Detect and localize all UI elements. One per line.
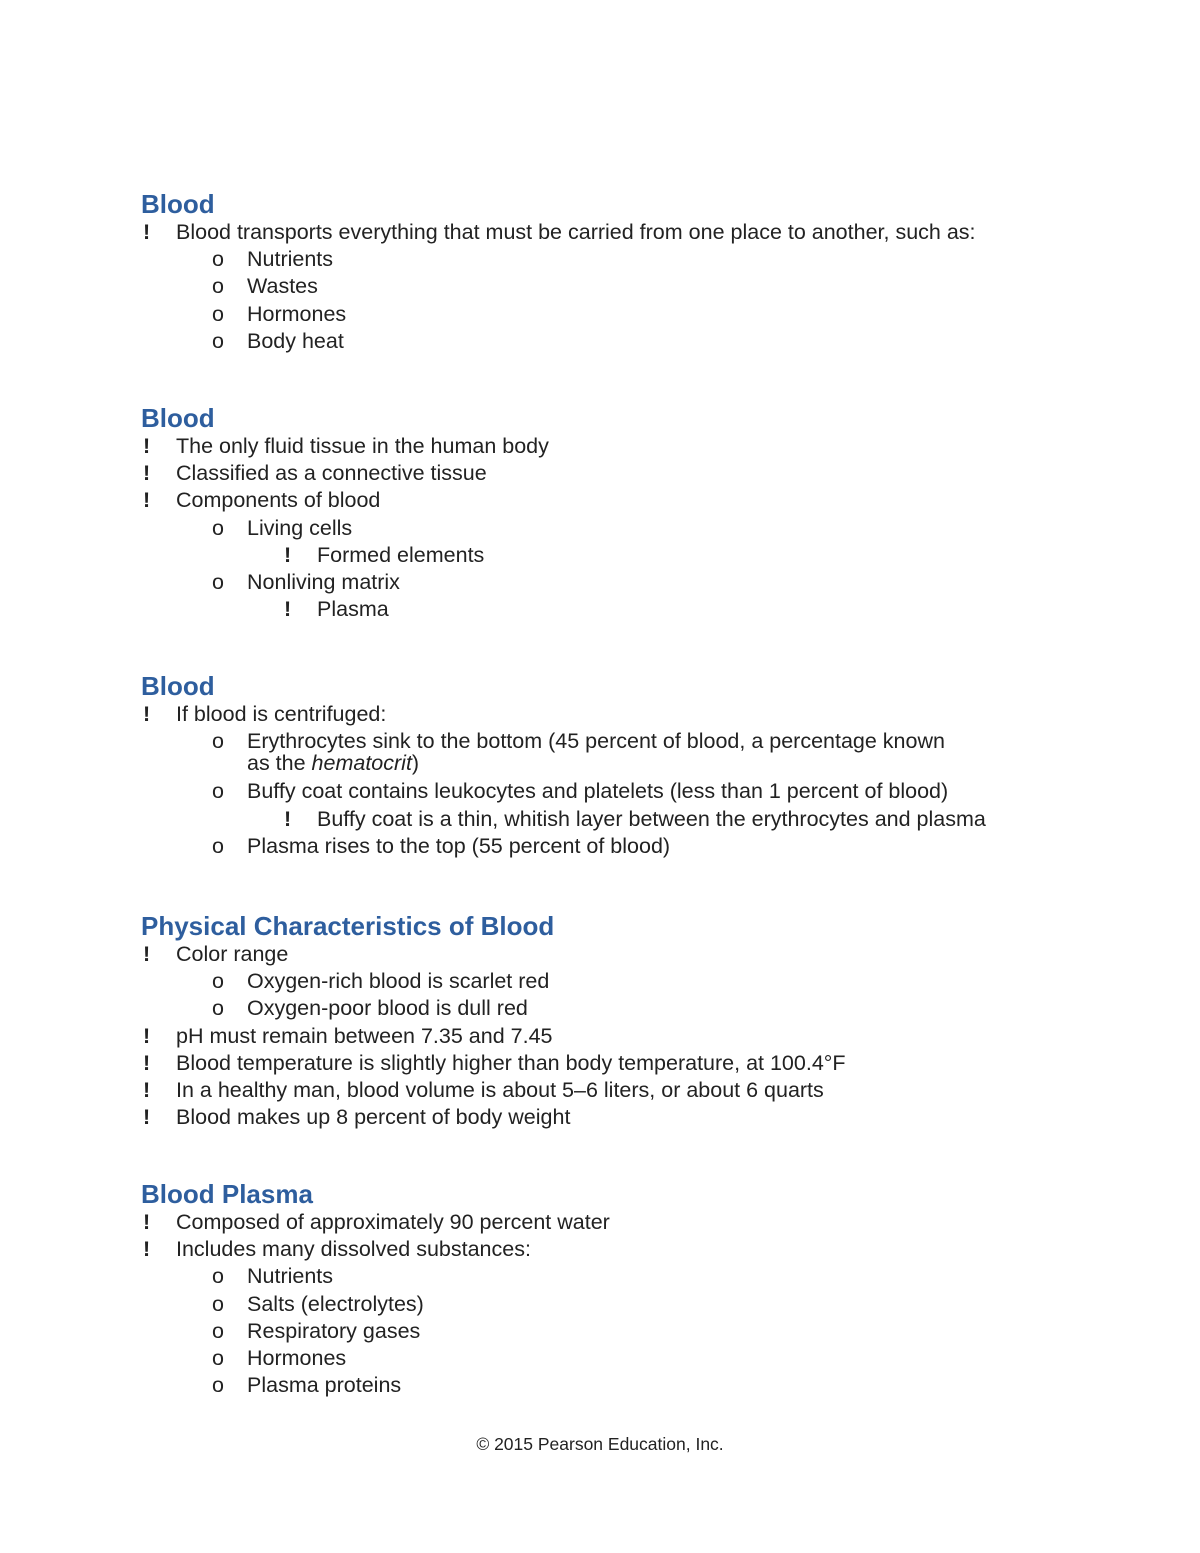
list-item xyxy=(141,1263,1101,1290)
list-item-text: Nutrients xyxy=(247,247,334,272)
list-item xyxy=(141,806,1101,833)
list-item-continuation: as the hematocrit) xyxy=(247,751,420,776)
list-item-text: pH must remain between 7.35 and 7.45 xyxy=(176,1023,553,1048)
list-item xyxy=(141,1318,1101,1345)
list-item-text: Nonliving matrix xyxy=(247,570,400,595)
bullet-marker: o xyxy=(212,969,224,994)
list-item-text: In a healthy man, blood volume is about 5–6 liters, or about 6 quarts xyxy=(176,1078,824,1103)
list-item xyxy=(141,995,1101,1022)
bullet-marker: ! xyxy=(143,488,151,513)
bullet-marker: ! xyxy=(143,434,151,458)
bullet-marker: ! xyxy=(143,1023,151,1048)
bullet-marker: ! xyxy=(284,597,292,622)
bullet-marker: o xyxy=(212,515,224,540)
list-item-text: Blood transports everything that must be carried from one place to another, such as: xyxy=(176,220,976,244)
list-item xyxy=(141,569,1101,596)
list-item-text: Buffy coat is a thin, whitish layer between the erythrocytes and plasma xyxy=(317,806,986,831)
list-item xyxy=(141,273,1101,300)
bullet-marker: o xyxy=(212,729,224,754)
section-heading: Blood xyxy=(141,671,215,701)
list-item xyxy=(141,1209,1101,1236)
list-item-text: Composed of approximately 90 percent water xyxy=(176,1210,610,1234)
copyright-footer: © 2015 Pearson Education, Inc. xyxy=(476,1434,724,1454)
bullet-marker: ! xyxy=(143,942,151,966)
list-item xyxy=(141,1291,1101,1318)
bullet-marker: o xyxy=(212,247,224,272)
list-item-text: The only fluid tissue in the human body xyxy=(176,434,549,458)
list-item-text: Blood makes up 8 percent of body weight xyxy=(176,1105,571,1130)
list-item xyxy=(141,1050,1101,1077)
section-blood-plasma xyxy=(141,1179,1101,1399)
list-item xyxy=(141,1104,1101,1131)
list-item-text: Buffy coat contains leukocytes and platelets (less than 1 percent of blood) xyxy=(247,779,949,804)
list-item-text: Hormones xyxy=(247,301,347,326)
bullet-marker: ! xyxy=(143,1237,151,1262)
bullet-marker: o xyxy=(212,1264,224,1289)
section-heading: Blood xyxy=(141,189,215,219)
bullet-marker: o xyxy=(212,779,224,804)
list-item xyxy=(141,460,1101,487)
list-item xyxy=(141,1077,1101,1104)
list-item-text: Erythrocytes sink to the bottom (45 percent of blood, a percentage known xyxy=(247,729,945,754)
hematocrit-term: hematocrit xyxy=(311,751,412,776)
list-item xyxy=(141,515,1101,542)
bullet-marker: ! xyxy=(143,1105,151,1130)
list-item xyxy=(141,833,1101,860)
bullet-marker: ! xyxy=(143,1078,151,1103)
bullet-marker: o xyxy=(212,1346,224,1371)
bullet-marker: o xyxy=(212,328,224,353)
list-item-text: Plasma rises to the top (55 percent of blood) xyxy=(247,833,671,858)
list-item-text: Color range xyxy=(176,942,289,966)
section-physical-characteristics xyxy=(141,911,1101,1131)
list-item-text: If blood is centrifuged: xyxy=(176,702,387,726)
list-item-text: Plasma xyxy=(317,597,389,622)
list-item xyxy=(141,542,1101,569)
bullet-marker: o xyxy=(212,1318,224,1343)
section-heading: Blood Plasma xyxy=(141,1179,313,1209)
list-item xyxy=(141,1345,1101,1372)
bullet-marker: o xyxy=(212,301,224,326)
list-item xyxy=(141,968,1101,995)
list-item-text: Blood temperature is slightly higher than body temperature, at 100.4°F xyxy=(176,1050,846,1075)
list-item-text: Components of blood xyxy=(176,488,381,513)
section-blood-tissue xyxy=(141,403,1101,623)
list-item xyxy=(141,778,1101,805)
list-item xyxy=(141,487,1101,514)
list-item xyxy=(141,941,1101,968)
list-item-text: Living cells xyxy=(247,515,353,540)
list-item xyxy=(141,433,1101,460)
list-item-text: Classified as a connective tissue xyxy=(176,461,487,486)
list-item xyxy=(141,246,1101,273)
list-item xyxy=(141,701,1101,728)
bullet-marker: o xyxy=(212,274,224,299)
section-heading: Blood xyxy=(141,403,215,433)
list-item-text: Respiratory gases xyxy=(247,1318,421,1343)
bullet-marker: o xyxy=(212,570,224,595)
section-blood-centrifuge xyxy=(141,671,1101,860)
bullet-marker: o xyxy=(212,1373,224,1398)
bullet-marker: ! xyxy=(143,461,151,486)
list-item xyxy=(141,596,1101,623)
bullet-marker: ! xyxy=(284,806,292,831)
list-item-text: Includes many dissolved substances: xyxy=(176,1237,531,1262)
section-blood-transport xyxy=(141,189,1101,355)
bullet-marker: ! xyxy=(284,542,292,567)
list-item-text: Wastes xyxy=(247,274,318,299)
list-item xyxy=(141,1236,1101,1263)
bullet-marker: ! xyxy=(143,1210,151,1234)
list-item-text: Oxygen-poor blood is dull red xyxy=(247,996,528,1021)
bullet-marker: ! xyxy=(143,220,151,244)
list-item-text: Oxygen-rich blood is scarlet red xyxy=(247,969,550,994)
list-item xyxy=(141,328,1101,355)
list-item-text: Nutrients xyxy=(247,1264,334,1289)
list-item-text: Formed elements xyxy=(317,542,485,567)
bullet-marker: ! xyxy=(143,702,151,726)
bullet-marker: ! xyxy=(143,1050,151,1075)
list-item xyxy=(141,728,1101,755)
section-heading: Physical Characteristics of Blood xyxy=(141,911,555,941)
list-item xyxy=(141,1372,1101,1399)
list-item xyxy=(141,1023,1101,1050)
list-item xyxy=(141,219,1101,246)
bullet-marker: o xyxy=(212,996,224,1021)
bullet-marker: o xyxy=(212,1291,224,1316)
list-item-text: Body heat xyxy=(247,328,344,353)
list-item-text: Salts (electrolytes) xyxy=(247,1291,424,1316)
bullet-marker: o xyxy=(212,833,224,858)
list-item xyxy=(141,301,1101,328)
list-item-text: Hormones xyxy=(247,1346,347,1371)
list-item-text: Plasma proteins xyxy=(247,1373,402,1398)
